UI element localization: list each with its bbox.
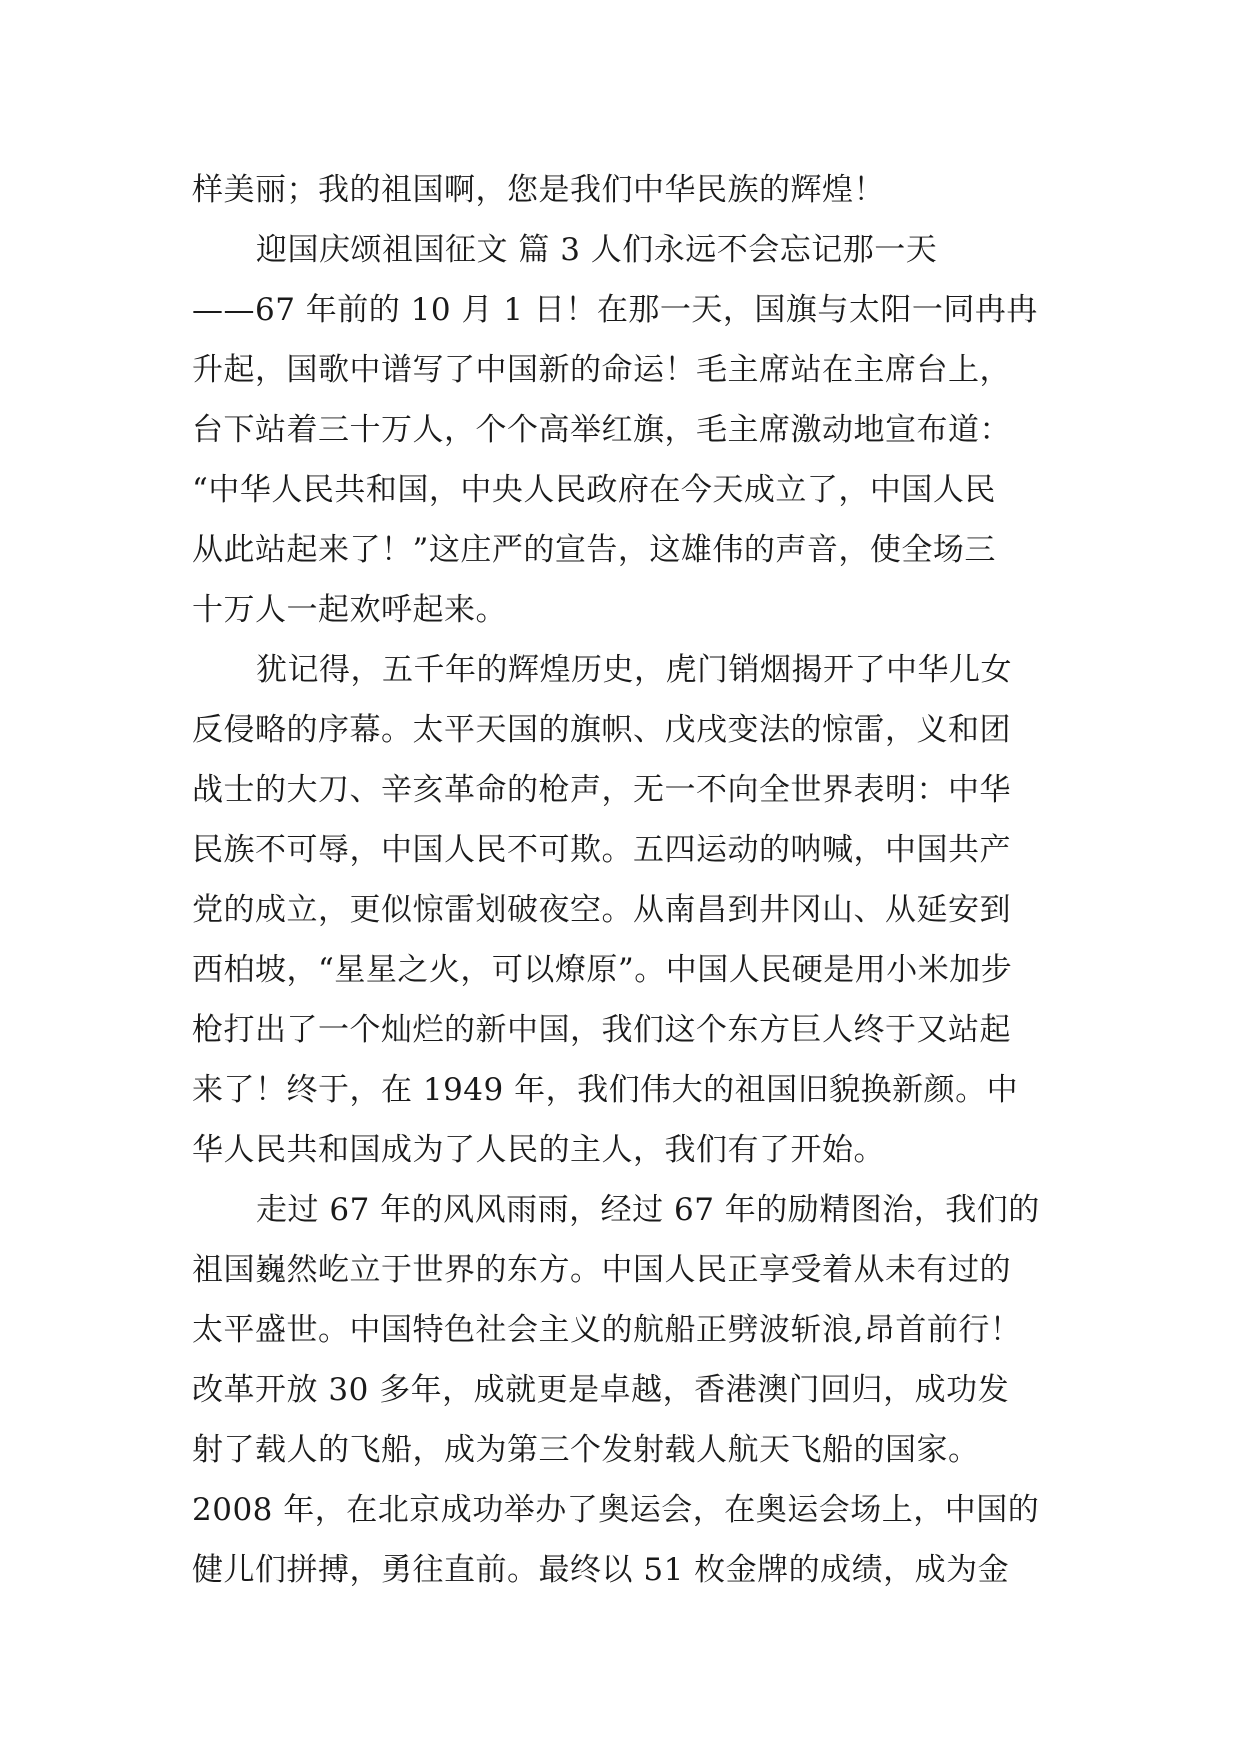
text-line: 太平盛世。中国特色社会主义的航船正劈波斩浪,昂首前行！ bbox=[192, 1312, 1022, 1348]
text-line: 2008 年，在北京成功举办了奥运会，在奥运会场上，中国的 bbox=[192, 1492, 1040, 1528]
text-line: 犹记得，五千年的辉煌历史，虎门销烟揭开了中华儿女 bbox=[256, 652, 1012, 688]
document-body bbox=[192, 160, 1052, 1600]
text-line: 党的成立，更似惊雷划破夜空。从南昌到井冈山、从延安到 bbox=[192, 892, 1011, 928]
text-line: 反侵略的序幕。太平天国的旗帜、戊戌变法的惊雷，义和团 bbox=[192, 712, 1011, 748]
text-line: 样美丽；我的祖国啊，您是我们中华民族的辉煌！ bbox=[192, 172, 885, 208]
text-line: 战士的大刀、辛亥革命的枪声，无一不向全世界表明：中华 bbox=[192, 772, 1011, 808]
text-line: 民族不可辱，中国人民不可欺。五四运动的呐喊，中国共产 bbox=[192, 832, 1011, 868]
text-line: 祖国巍然屹立于世界的东方。中国人民正享受着从未有过的 bbox=[192, 1252, 1011, 1288]
text-line: 西柏坡，“星星之火，可以燎原”。中国人民硬是用小米加步 bbox=[192, 952, 1013, 988]
text-line: 射了载人的飞船，成为第三个发射载人航天飞船的国家。 bbox=[192, 1432, 980, 1468]
text-line: 十万人一起欢呼起来。 bbox=[192, 592, 507, 628]
text-line: 从此站起来了！”这庄严的宣告，这雄伟的声音，使全场三 bbox=[192, 532, 996, 568]
text-line: 迎国庆颂祖国征文 篇 3 人们永远不会忘记那一天 bbox=[256, 232, 938, 268]
text-line: 来了！终于，在 1949 年，我们伟大的祖国旧貌换新颜。中 bbox=[192, 1072, 1019, 1108]
text-line: 华人民共和国成为了人民的主人，我们有了开始。 bbox=[192, 1132, 885, 1168]
text-line: “中华人民共和国，中央人民政府在今天成立了，中国人民 bbox=[192, 472, 996, 508]
text-line: 升起，国歌中谱写了中国新的命运！毛主席站在主席台上， bbox=[192, 352, 1011, 388]
text-line: 健儿们拼搏，勇往直前。最终以 51 枚金牌的成绩，成为金 bbox=[192, 1552, 1010, 1588]
text-line: 枪打出了一个灿烂的新中国，我们这个东方巨人终于又站起 bbox=[192, 1012, 1011, 1048]
text-line: 改革开放 30 多年，成就更是卓越，香港澳门回归，成功发 bbox=[192, 1372, 1010, 1408]
text-line: 走过 67 年的风风雨雨，经过 67 年的励精图治，我们的 bbox=[256, 1192, 1040, 1228]
text-line: 台下站着三十万人，个个高举红旗，毛主席激动地宣布道： bbox=[192, 412, 1011, 448]
text-line: ——67 年前的 10 月 1 日！在那一天，国旗与太阳一同冉冉 bbox=[192, 292, 1038, 328]
